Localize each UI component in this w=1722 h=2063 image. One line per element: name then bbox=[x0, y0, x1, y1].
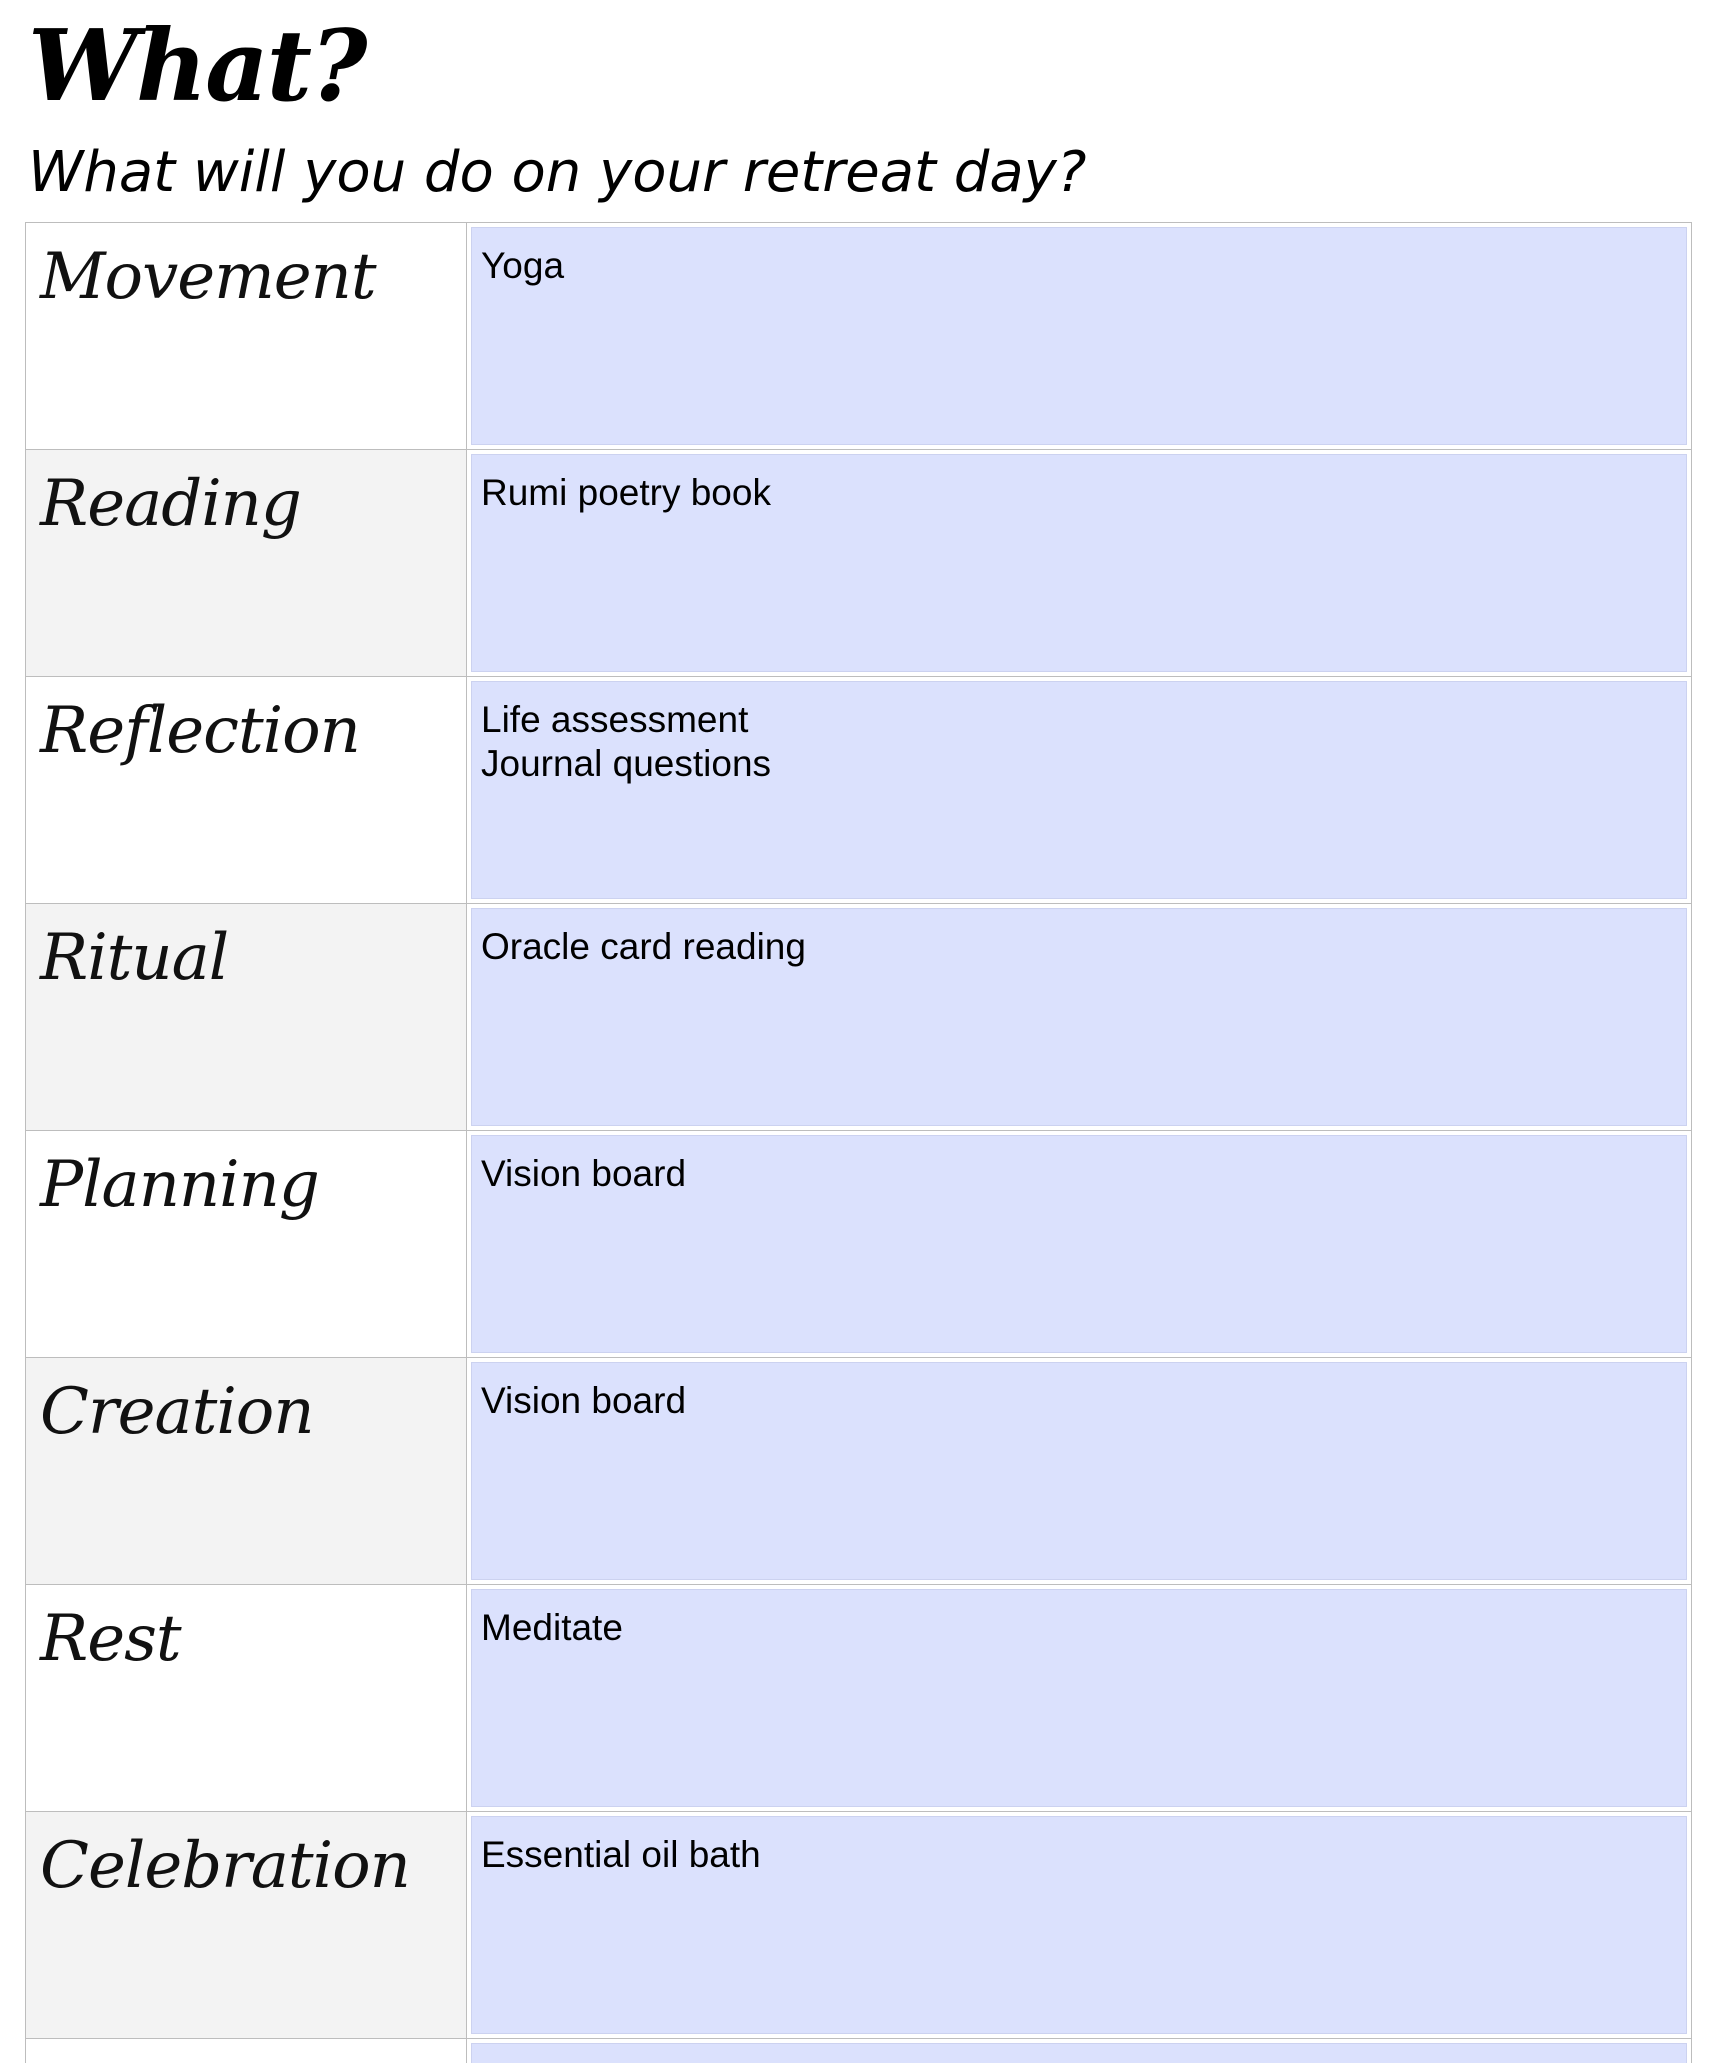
row-label-planning: Planning bbox=[40, 1148, 319, 1222]
row-label-cell bbox=[25, 223, 467, 449]
row-label-ritual: Ritual bbox=[40, 921, 229, 995]
row-label-cell bbox=[25, 904, 467, 1130]
table-row-reflection bbox=[25, 677, 1692, 904]
cutoff-field[interactable] bbox=[471, 2043, 1687, 2063]
planning-field[interactable]: Vision board bbox=[471, 1135, 1687, 1353]
row-value-cell bbox=[467, 904, 1692, 1130]
row-label-cell bbox=[25, 2039, 467, 2063]
row-value-cell bbox=[467, 223, 1692, 449]
page-subtitle: What will you do on your retreat day? bbox=[28, 140, 1087, 205]
row-value-cell bbox=[467, 1585, 1692, 1811]
ritual-field[interactable]: Oracle card reading bbox=[471, 908, 1687, 1126]
table-row-cutoff bbox=[25, 2039, 1692, 2063]
table-row-planning bbox=[25, 1131, 1692, 1358]
movement-field[interactable]: Yoga bbox=[471, 227, 1687, 445]
table-row-movement bbox=[25, 223, 1692, 450]
page-title: What? bbox=[28, 9, 366, 124]
row-label-cell bbox=[25, 450, 467, 676]
row-label-cell bbox=[25, 1358, 467, 1584]
row-value-cell bbox=[467, 2039, 1692, 2063]
row-value-cell bbox=[467, 450, 1692, 676]
row-label-cell bbox=[25, 1585, 467, 1811]
row-value-cell bbox=[467, 1131, 1692, 1357]
row-label-rest: Rest bbox=[40, 1602, 181, 1676]
row-value-cell bbox=[467, 677, 1692, 903]
celebration-field[interactable]: Essential oil bath bbox=[471, 1816, 1687, 2034]
reflection-field[interactable]: Life assessment Journal questions bbox=[471, 681, 1687, 899]
row-label-reflection: Reflection bbox=[40, 694, 360, 768]
row-label-cell bbox=[25, 677, 467, 903]
row-value-cell bbox=[467, 1358, 1692, 1584]
row-value-cell bbox=[467, 1812, 1692, 2038]
row-label-celebration: Celebration bbox=[40, 1829, 410, 1903]
table-row-celebration bbox=[25, 1812, 1692, 2039]
row-label-movement: Movement bbox=[40, 240, 376, 314]
row-label-cell bbox=[25, 1131, 467, 1357]
creation-field[interactable]: Vision board bbox=[471, 1362, 1687, 1580]
table-row-creation bbox=[25, 1358, 1692, 1585]
row-label-cell bbox=[25, 1812, 467, 2038]
table-row-reading bbox=[25, 450, 1692, 677]
reading-field[interactable]: Rumi poetry book bbox=[471, 454, 1687, 672]
table-row-rest bbox=[25, 1585, 1692, 1812]
row-label-reading: Reading bbox=[40, 467, 301, 541]
row-label-creation: Creation bbox=[40, 1375, 314, 1449]
activity-table bbox=[25, 222, 1692, 2063]
rest-field[interactable]: Meditate bbox=[471, 1589, 1687, 1807]
table-row-ritual bbox=[25, 904, 1692, 1131]
